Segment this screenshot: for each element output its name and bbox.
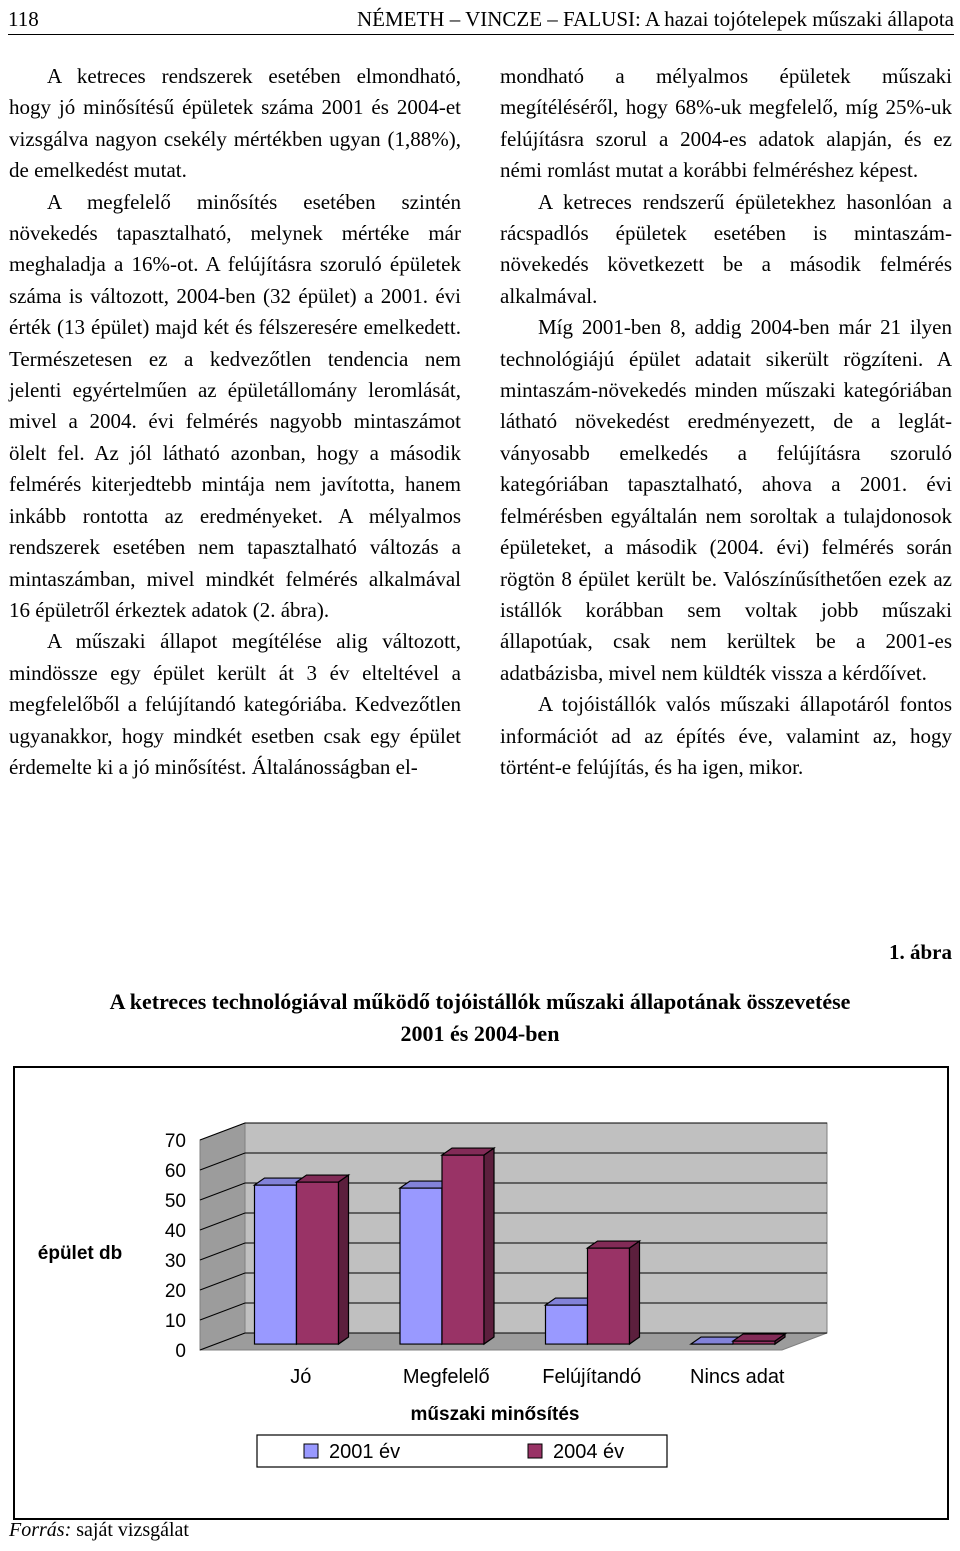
x-axis-title: műszaki minősítés bbox=[410, 1404, 580, 1425]
y-tick-label: 50 bbox=[164, 1191, 186, 1212]
paragraph: A ketreces rendszerek esetében elmondható, hogy jó minősítésű épületek száma 2001 és 2004-et vizsgálva nagyon csekély mértékben ugyan (1,88%), de emelkedést mutat. bbox=[9, 64, 461, 183]
bar bbox=[588, 1248, 630, 1344]
paragraph: Míg 2001-ben 8, addig 2004-ben már 21 ilyen technológiájú épület adatait sikerült rögzíteni. A mintaszám-növekedés minden műszaki kategóriában látható növekedést eredményezett, de a leglátványosabb emelkedés a felújításra szoruló kategóriában tapasztalható, ahova a 2001. évi felmérésben egyáltalán nem soroltak a tulajdonosok épületeket, a második (2004. évi) felmérés során rögtön 8 épület került be. Valószínűsíthetően ezek az istállók korábban sem voltak jobb műszaki állapotúak, csak nem kerültek be a 2001-es adatbázisba, mivel nem küldték vissza a kérdőívet. bbox=[500, 315, 952, 685]
right-column bbox=[500, 61, 952, 783]
legend-label: 2004 év bbox=[553, 1441, 625, 1463]
paragraph: A tojóistállók valós műszaki állapotáról fontos információt ad az építés éve, valamint az, hogy történt-e felújítás, és ha igen, mikor. bbox=[500, 692, 952, 779]
bar-top bbox=[588, 1241, 640, 1248]
running-title: NÉMETH – VINCZE – FALUSI: A hazai tojótelepek műszaki állapota bbox=[356, 7, 954, 31]
bar-side bbox=[339, 1175, 349, 1344]
paragraph: A megfelelő minősítés esetében szintén növekedés tapasztalható, melynek mértéke már meghaladja a 16%-ot. A felújításra szoruló épületek száma is változott, 2004-ben (32 épület) a 2001. évi érték (13 épület) majd két és félszeresére emelkedett. Természetesen ez a kedvezőtlen tendencia nem jelenti egyértelműen az épületállomány leromlását, mivel a 2004. évi felmérés nagyobb mintaszámot ölelt fel. Az jól látható azonban, hogy a második felmérés kiterjedtebb mintája nem javította, hanem inkább rontotta az eredményeket. A mélyalmos rendszerek esetében nem tapasztalható változás a mintaszámban, mivel mindkét felmérés alkalmával 16 épületről érkeztek adatok (2. ábra). bbox=[9, 189, 461, 622]
y-tick-label: 70 bbox=[164, 1131, 186, 1152]
bar bbox=[442, 1155, 484, 1344]
legend-swatch bbox=[304, 1444, 318, 1458]
bar bbox=[546, 1305, 588, 1344]
running-header bbox=[8, 4, 954, 35]
page-number: 118 bbox=[8, 7, 39, 31]
bar-side bbox=[630, 1241, 640, 1344]
left-column bbox=[9, 61, 461, 783]
x-tick-label: Jó bbox=[290, 1366, 312, 1388]
x-tick-label: Megfelelő bbox=[402, 1366, 490, 1388]
source-label: Forrás: bbox=[9, 1519, 72, 1541]
paragraph: mondható a mélyalmos épületek műszaki megítéléséről, hogy 68%-uk megfelelő, míg 25%-uk felújításra szorul a 2004-es adatok alapján, és ez némi romlást mutat a korábbi felméréshez képest. bbox=[500, 64, 952, 183]
y-tick-label: 10 bbox=[164, 1311, 186, 1332]
figure-label: 1. ábra bbox=[889, 940, 952, 964]
figure-title-line: 2001 és 2004-ben bbox=[400, 1021, 560, 1046]
bar bbox=[400, 1188, 442, 1344]
bar bbox=[255, 1185, 297, 1344]
figure-source bbox=[9, 1519, 189, 1542]
bar-top bbox=[442, 1148, 494, 1155]
y-tick-label: 40 bbox=[164, 1221, 186, 1242]
y-tick-label: 0 bbox=[175, 1341, 186, 1362]
x-tick-label: Nincs adat bbox=[690, 1366, 785, 1388]
y-axis-title: épület db bbox=[37, 1243, 123, 1264]
figure-title-line: A ketreces technológiával működő tojóistállók műszaki állapotának összevetése bbox=[109, 989, 851, 1014]
bar-top bbox=[733, 1334, 785, 1341]
paragraph: A műszaki állapot megítélése alig változott, mindössze egy épület került át 3 év elteltével a megfelelőből a felújítandó kategóriába. Kedvezőtlen ugyanakkor, hogy mindkét esetben csak egy épület érdemelte ki a jó minősítést. Általánosságban el- bbox=[9, 629, 461, 779]
y-tick-label: 60 bbox=[164, 1161, 186, 1182]
figure-title bbox=[0, 986, 960, 1050]
chart-side-wall bbox=[200, 1123, 245, 1350]
legend-label: 2001 év bbox=[329, 1441, 401, 1463]
source-text: saját vizsgálat bbox=[71, 1519, 189, 1541]
bar bbox=[297, 1182, 339, 1344]
chart-frame bbox=[13, 1066, 949, 1520]
paragraph: A ketreces rendszerű épületekhez hasonlóan a rácspadlós épületek esetében is mintaszám-növekedés következett be a második felmérés alkalmával. bbox=[500, 189, 952, 308]
bar-side bbox=[484, 1148, 494, 1344]
legend-swatch bbox=[528, 1444, 542, 1458]
bar-chart bbox=[15, 1068, 947, 1518]
bar-top bbox=[297, 1175, 349, 1182]
y-tick-label: 20 bbox=[164, 1281, 186, 1302]
y-tick-label: 30 bbox=[164, 1251, 186, 1272]
x-tick-label: Felújítandó bbox=[542, 1366, 642, 1388]
